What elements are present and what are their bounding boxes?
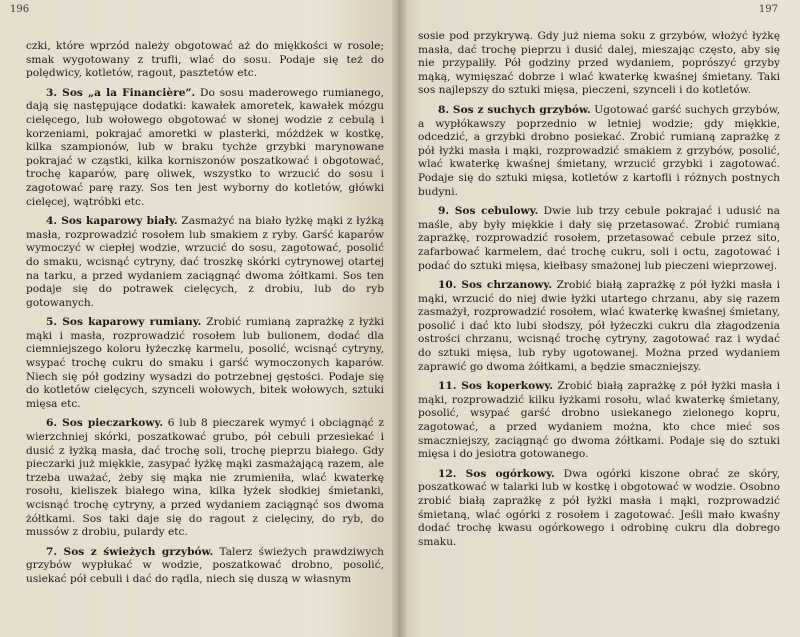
recipe-title: 4. Sos kaparowy biały. — [46, 215, 178, 228]
paragraph-text: sosie pod przykrywą. Gdy już niema soku z grzybów, włożyć łyżkę masła, dać trochę pieprzu i dusić dalej, mieszając często, aby się nie przypaliły. Pół godziny przed wydaniem, poprószyć grzyby mąką, wymięszać dobrze i wlać kwaterkę kwaśnej śmietany. Taki sos najlepszy do sztuki mięsa, pieczeni, szynceli i do kotletów. — [418, 30, 780, 97]
recipe-text: Zrobić białą zaprażkę z pół łyżki masła i mąki, wrzucić do niej dwie łyżki utartego chrzanu, aby się razem zasmażył, rozprowadzić rosołem, wlać kwaterkę kwaśnej śmietany, posolić i dać kto lubi słodszy, pół łyżeczki cukru dla złagodzenia ostrości chrzanu, wcisnąć trochę cytryny, zagotować raz i wydać do sztuki mięsa, lub ryby ugotowanej. Można przed wydaniem zaprawić go dwoma żółtkami, a będzie smaczniejszy. — [418, 279, 780, 373]
left-page — [0, 0, 398, 637]
recipe-9 — [418, 205, 780, 273]
recipe-6 — [26, 417, 384, 539]
recipe-title: 3. Sos „a la Financière”. — [46, 86, 196, 99]
paragraph-text: czki, które wprzód należy obgotować aż do miękkości w rosole; smak wygotowany z trufli, wlać do sosu. Podaje się też do polędwicy, kotletów, ragout, pasztetów etc. — [26, 40, 384, 80]
recipe-text: Zasmażyć na biało łyżkę mąki z łyżką masła, rozprowadzić rosołem lub smakiem z ryby. Garść kaparów wymoczyć w ciepłej wodzie, wrzucić do sosu, zagotować, posolić do smaku, wcisnąć cytryny, dać troszkę skórki cytrynowej otartej na tarku, a przed wydaniem zaciągnąć dwoma żółtkami. Sos ten podaje się do potrawek cielęcych, z drobiu, lub do ryb gotowanych. — [26, 215, 384, 309]
recipe-text: Talerz świeżych prawdziwych grzybów wypłukać w wodzie, poszatkować drobno, posolić, usiekać pół cebuli i dać do rądla, niech się duszą w własnym — [26, 545, 384, 585]
recipe-title: 11. Sos koperkowy. — [438, 380, 553, 393]
recipe-title: 7. Sos z świeżych grzybów. — [46, 545, 214, 558]
left-paragraph-0 — [26, 40, 384, 81]
recipe-title: 8. Sos z suchych grzybów. — [438, 103, 591, 116]
left-page-text — [26, 40, 384, 587]
recipe-3 — [26, 87, 384, 209]
page-number-right: 197 — [758, 4, 778, 15]
recipe-5 — [26, 316, 384, 411]
recipe-title: 5. Sos kaparowy rumiany. — [46, 316, 202, 329]
recipe-8 — [418, 104, 780, 199]
right-page-text — [418, 30, 780, 549]
recipe-text: Dwa ogórki kiszone obrać ze skóry, poszatkować w talarki lub w kostkę i obgotować w wodzie. Osobno zrobić białą zaprażkę z pół łyżki masła i mąki, rozprowadzić śmietaną, wlać ogórki z rosołem i zagotować. Jeśli mało kwaśny dodać trochę kwasu ogórkowego i odrobinę cukru dla dobrego smaku. — [418, 467, 780, 548]
recipe-text: 6 lub 8 pieczarek wymyć i obciągnąć z wierzchniej skórki, poszatkować grubo, pół cebuli przesiekać i dusić z łyżką masła, dać trochę soli, trochę pieprzu białego. Gdy pieczarki już miękkie, zasypać łyżkę mąki zasmażającą razem, ale trzeba uważać, żeby się mąka nie zrumieniła, wlać kwaterkę rosołu, kieliszek białego wina, kilka łyżek słodkiej śmietanki, wcisnąć trochę cytryny, a przed wydaniem zaciągnąć sos dwoma żółtkami. Sos taki daje się do ragout z cielęciny, do ryb, do mussów z drobiu, pulardy etc. — [26, 417, 384, 539]
recipe-4 — [26, 215, 384, 310]
recipe-title: 10. Sos chrzanowy. — [438, 279, 553, 292]
recipe-12 — [418, 468, 780, 550]
recipe-title: 9. Sos cebulowy. — [438, 205, 539, 218]
recipe-7 — [26, 546, 384, 587]
recipe-title: 6. Sos pieczarkowy. — [46, 417, 164, 430]
recipe-text: Zrobić białą zaprażkę z pół łyżki masła i mąki, rozprowadzić kilku łyżkami rosołu, wlać kwaterkę śmietany, posolić, wsypać garść drobno usiekanego zielonego kopru, zagotować, a przed wydaniem można, kto chce mieć sos smaczniejszy, zaciągnąć go dwoma żółtkami. Podaje się do sztuki mięsa i do jesiotra gotowanego. — [418, 380, 780, 461]
right-paragraph-0 — [418, 30, 780, 98]
recipe-text: Zrobić rumianą zaprażkę z łyżki mąki i masła, rozprowadzić rosołem lub bulionem, dodać dla ciemniejszego koloru łyżeczkę karmelu, posolić, wcisnąć cytryny, wsypać trochę cukru do smaku i garść wymoczonych kaparów. Niech się pół godziny wysadzi do potrzebnej gęstości. Podaje się do kotletów cielęcych, szynceli wołowych, bitek wołowych, sztuki mięsa etc. — [26, 316, 384, 410]
recipe-10 — [418, 279, 780, 374]
book-gutter-shadow — [392, 0, 406, 637]
recipe-title: 12. Sos ogórkowy. — [438, 467, 555, 480]
recipe-text: Ugotować garść suchych grzybów, a wypłókawszy poprzednio w letniej wodzie; gdy miękkie, odcedzić, a grzybki drobno posiekać. Zrobić rumianą zaprażkę z pół łyżki masła i mąki, rozprowadzić smakiem z grzybów, posolić, wlać kwaterkę kwaśnej śmietany, wrzucić grzybki i zagotować. Podaje się do sztuki mięsa, kotletów z kartofli i różnych postnych budyni. — [418, 103, 780, 198]
recipe-11 — [418, 380, 780, 462]
right-page — [398, 0, 800, 637]
recipe-text: Do sosu maderowego rumianego, dają się następujące dodatki: kawałek amoretek, kawałek mózgu cielęcego, lub wołowego obgotować w słonej wodzie z cebulą i korzeniami, pokrajać amoretki w plasterki, móżdżek w kostkę, kilka szampionów, lub w braku tychże grzybki marynowane pokrajać w cząstki, kilka korniszonów poszatkować i obgotować, trochę kaparów, parę oliwek, wszystko to wrzucić do sosu i zagotować parę razy. Sos ten jest wyborny do kotletów, główki cielęcej, wątróbki etc. — [26, 86, 384, 208]
page-number-left: 196 — [10, 4, 30, 15]
recipe-text: Dwie lub trzy cebule pokrajać i udusić na maśle, aby były miękkie i dały się przetasować. Zrobić rumianą zaprażkę, rozprowadzić rosołem, przetasować cebule przez sito, zafarbować karmelem, dać trochę cukru, soli i octu, zagotować i podać do sztuki mięsa, kiełbasy smażonej lub pieczeni wieprzowej. — [418, 205, 780, 272]
